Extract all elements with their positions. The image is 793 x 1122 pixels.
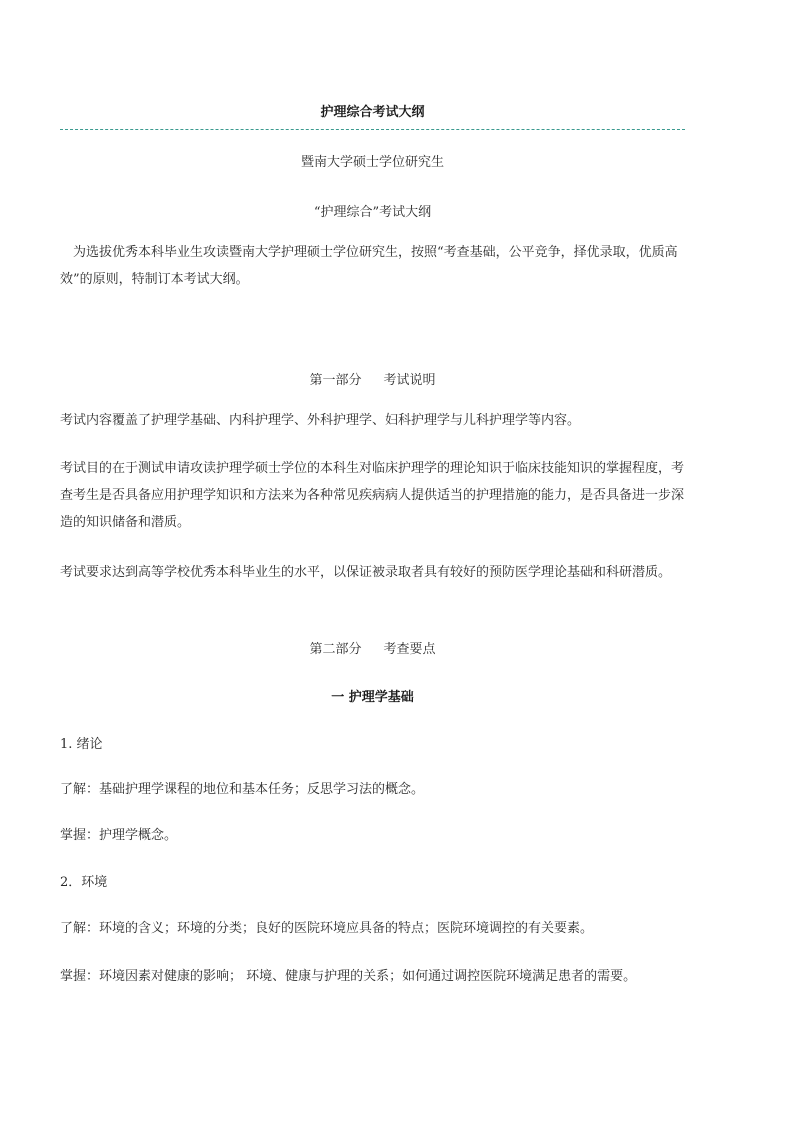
item1-master: 掌握：护理学概念。 — [60, 828, 178, 843]
document-title: 护理综合考试大纲 — [320, 105, 425, 120]
exam-requirement-paragraph: 考试要求达到高等学校优秀本科毕业生的水平，以保证被录取者具有较好的预防医学理论基础和科研潜质。 — [60, 565, 672, 580]
part2-heading — [0, 638, 745, 657]
part1-heading — [0, 369, 745, 388]
part2-name: 考查要点 — [383, 642, 436, 657]
exam-purpose-paragraph: 考试目的在于测试申请攻读护理学硕士学位的本科生对临床护理学的理论知识于临床技能知识的掌握程度，考查考生是否具备应用护理学知识和方法来为各种常见疾病病人提供适当的护理措施的能力，是否具备进一步深造的知识储备和潜质。 — [60, 461, 685, 530]
subtitle-exam: “护理综合”考试大纲 — [313, 205, 432, 220]
part1-label: 第一部分 — [309, 373, 362, 388]
item2-understand: 了解：环境的含义；环境的分类；良好的医院环境应具备的特点；医院环境调控的有关要素。 — [60, 921, 594, 936]
section1-heading: 一 护理学基础 — [331, 690, 414, 705]
item2-title: 2．环境 — [60, 875, 108, 890]
title-divider — [60, 129, 685, 130]
item2-master: 掌握：环境因素对健康的影响； 环境、健康与护理的关系；如何通过调控医院环境满足患者的需要。 — [60, 969, 637, 984]
exam-content-paragraph: 考试内容覆盖了护理学基础、内科护理学、外科护理学、妇科护理学与儿科护理学等内容。 — [60, 413, 581, 428]
part2-label: 第二部分 — [309, 642, 362, 657]
part1-name: 考试说明 — [383, 373, 436, 388]
subtitle-university: 暨南大学硕士学位研究生 — [300, 155, 444, 170]
intro-paragraph: 为选拔优秀本科毕业生攻读暨南大学护理硕士学位研究生，按照“考查基础，公平竞争，择优录取，优质高效”的原则，特制订本考试大纲。 — [60, 245, 678, 287]
item1-understand: 了解：基础护理学课程的地位和基本任务；反思学习法的概念。 — [60, 782, 425, 797]
item1-title: 1. 绪论 — [60, 737, 103, 752]
